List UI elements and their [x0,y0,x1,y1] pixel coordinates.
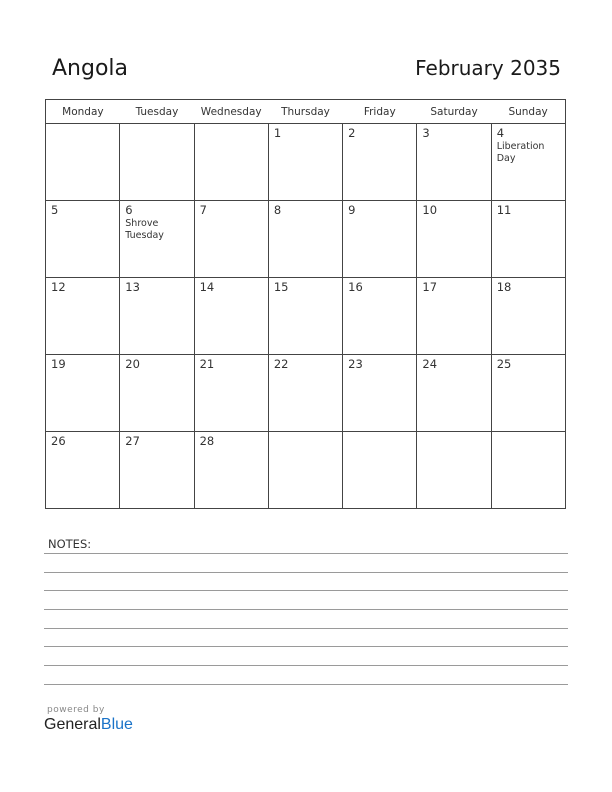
notes-label: NOTES: [48,537,92,551]
day-cell [46,355,120,432]
holiday-label: Shrove Tuesday [125,218,164,241]
day-number: 24 [422,357,438,371]
week-row [46,201,566,278]
day-cell [343,278,417,355]
day-cell [194,278,268,355]
weekday-header: Tuesday [120,100,194,124]
day-cell [417,124,491,201]
day-number: 12 [51,280,66,294]
day-cell [491,355,565,432]
day-number: 16 [348,280,363,294]
weekday-header: Thursday [268,100,342,124]
note-line [44,609,568,610]
day-number: 22 [273,357,289,371]
day-number: 6 [125,203,133,217]
country-title: Angola [52,56,129,81]
note-line [44,590,568,591]
day-number: 27 [125,434,140,448]
day-number: 11 [496,203,512,217]
day-cell [343,201,417,278]
day-cell [417,278,491,355]
day-number: 25 [496,357,512,371]
day-cell [46,124,120,201]
day-number: 18 [496,280,512,294]
day-cell [491,278,565,355]
powered-by-text: powered by [47,705,105,715]
day-cell [194,201,268,278]
note-line [44,684,568,685]
day-cell [268,432,342,509]
day-cell [491,432,565,509]
day-cell [120,124,194,201]
day-cell [268,355,342,432]
day-cell [343,355,417,432]
day-cell [194,355,268,432]
day-cell [491,201,565,278]
day-number: 28 [199,434,215,448]
day-cell [417,432,491,509]
day-number: 14 [199,280,215,294]
weekday-header-row [46,100,566,124]
day-number: 7 [199,203,207,217]
day-cell [194,432,268,509]
day-number: 10 [422,203,438,217]
day-number: 9 [348,203,356,217]
day-number: 5 [51,203,59,217]
day-number: 2 [348,126,356,140]
day-cell [343,432,417,509]
day-number: 20 [125,357,140,371]
weekday-header: Saturday [417,100,491,124]
day-cell [120,278,194,355]
month-year-title: February 2035 [415,56,561,80]
day-cell [120,432,194,509]
day-number: 3 [422,126,430,140]
brand-blue: Blue [100,716,133,733]
day-cell [120,201,194,278]
day-cell [268,201,342,278]
day-number: 23 [348,357,363,371]
note-line [44,572,568,573]
day-cell [417,355,491,432]
week-row [46,124,566,201]
note-line [44,646,568,647]
week-row [46,355,566,432]
brand-general: General [44,716,101,733]
week-row [46,432,566,509]
day-cell [120,355,194,432]
holiday-label: Liberation Day [496,141,545,164]
day-number: 4 [496,126,505,140]
day-number: 8 [273,203,282,217]
note-line [44,665,568,666]
weekday-header: Monday [46,100,120,124]
day-number: 1 [273,126,282,140]
day-number: 26 [51,434,66,448]
weekday-header: Wednesday [194,100,268,124]
day-cell [268,124,342,201]
day-number: 15 [273,280,289,294]
day-cell [268,278,342,355]
day-number: 13 [125,280,140,294]
day-number: 17 [422,280,438,294]
note-line [44,628,568,629]
day-cell [343,124,417,201]
day-number: 19 [51,357,66,371]
calendar-grid [45,99,566,509]
day-cell [46,432,120,509]
day-cell [417,201,491,278]
note-line [44,553,568,554]
generalblue-logo[interactable] [44,716,133,734]
week-row [46,278,566,355]
day-cell [194,124,268,201]
day-cell [46,201,120,278]
day-cell [491,124,565,201]
day-number: 21 [199,357,215,371]
weekday-header: Sunday [491,100,565,124]
weekday-header: Friday [343,100,417,124]
day-cell [46,278,120,355]
